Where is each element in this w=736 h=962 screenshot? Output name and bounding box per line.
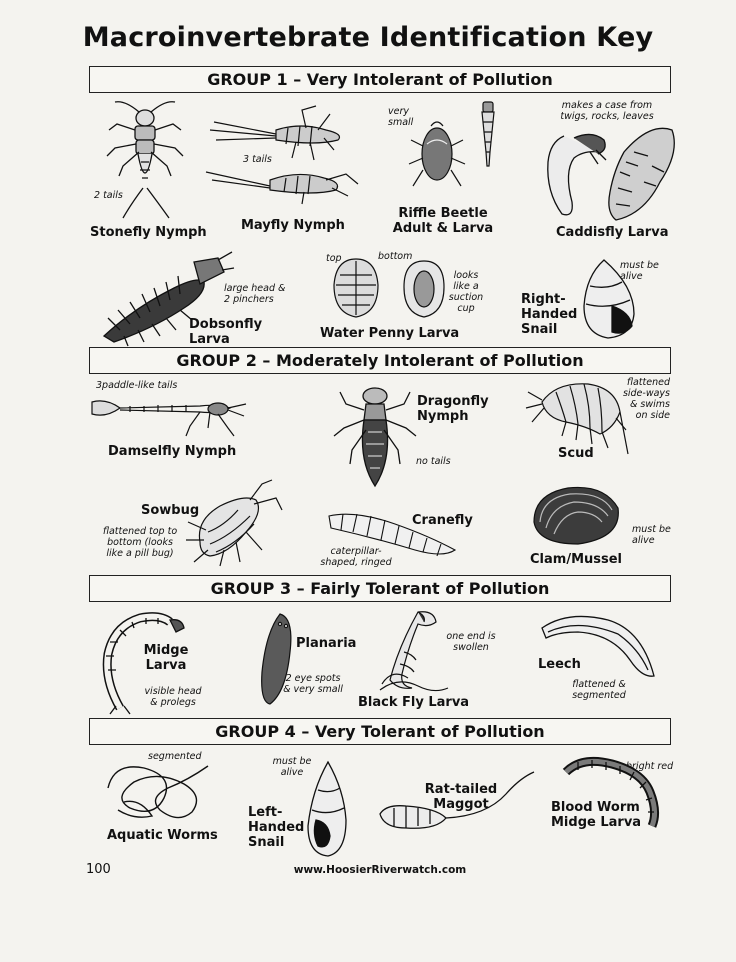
water-penny-note: looks like a suction cup [448,270,484,314]
cranefly-name: Cranefly [412,513,473,528]
worms-name: Aquatic Worms [107,828,218,843]
caddisfly-note: makes a case from twigs, rocks, leaves [560,100,654,122]
planaria-name: Planaria [296,636,357,651]
worms-note: segmented [148,751,202,762]
scud-name: Scud [558,446,594,461]
page-title: Macroinvertebrate Identification Key [82,22,654,53]
sowbug-note: flattened top to bottom (looks like a pill bug) [102,526,178,559]
rat-tailed-maggot-name: Rat-tailed Maggot [424,782,498,812]
stonefly-name: Stonefly Nymph [90,225,207,240]
blood-worm-name: Blood Worm Midge Larva [551,800,642,830]
stonefly-icon [95,96,195,221]
dragonfly-name: Dragonfly Nymph [417,394,489,424]
group-4-heading: GROUP 4 – Very Tolerant of Pollution [89,718,671,745]
water-penny-name: Water Penny Larva [320,326,460,341]
caddisfly-icon [540,122,680,222]
riffle-beetle-note: very small [388,106,414,128]
scud-note: flattened side-ways & swims on side [622,377,670,421]
dobsonfly-name: Dobsonfly Larva [189,317,263,347]
stonefly-note: 2 tails [94,190,123,201]
planaria-note: 2 eye spots & very small [283,673,343,695]
dragonfly-note: no tails [416,456,451,467]
sowbug-name: Sowbug [141,503,200,518]
leech-name: Leech [538,657,581,672]
leech-note: flattened & segmented [572,679,626,701]
riffle-beetle-name: Riffle Beetle Adult & Larva [392,206,494,236]
black-fly-name: Black Fly Larva [358,695,470,710]
group-1-heading: GROUP 1 – Very Intolerant of Pollution [89,66,671,93]
damselfly-name: Damselfly Nymph [108,444,237,459]
left-handed-snail-note: must be alive [272,756,312,778]
mayfly-icon [206,100,362,205]
water-penny-top-label: top [326,253,342,264]
dobsonfly-note: large head & 2 pinchers [224,283,286,305]
sowbug-icon [180,470,284,570]
rat-tailed-maggot-icon [376,770,536,840]
damselfly-note: 3paddle-like tails [96,380,178,391]
leech-icon [538,608,658,684]
worms-icon [104,758,214,824]
right-handed-snail-name: Right- Handed Snail [521,292,578,337]
right-handed-snail-note: must be alive [620,260,659,282]
mayfly-note: 3 tails [243,154,272,165]
group-2-heading: GROUP 2 – Moderately Intolerant of Pollution [89,347,671,374]
midge-note: visible head & prolegs [144,686,202,708]
black-fly-note: one end is swollen [446,631,496,653]
left-handed-snail-name: Left- Handed Snail [248,805,305,850]
left-handed-snail-icon [304,760,350,860]
caddisfly-name: Caddisfly Larva [556,225,669,240]
dragonfly-icon [330,380,420,492]
clam-note: must be alive [632,524,671,546]
clam-name: Clam/Mussel [530,552,623,567]
water-penny-bottom-label: bottom [378,251,413,262]
footer-url[interactable]: www.HoosierRiverwatch.com [293,864,467,876]
cranefly-note: caterpillar- shaped, ringed [320,546,392,568]
page-number: 100 [86,862,111,877]
water-penny-icon [330,255,450,325]
clam-icon [528,482,624,550]
blood-worm-note: bright red [626,761,674,772]
mayfly-name: Mayfly Nymph [241,218,345,233]
damselfly-icon [90,392,250,438]
midge-name: Midge Larva [143,643,189,673]
riffle-beetle-icon [405,96,505,206]
group-3-heading: GROUP 3 – Fairly Tolerant of Pollution [89,575,671,602]
